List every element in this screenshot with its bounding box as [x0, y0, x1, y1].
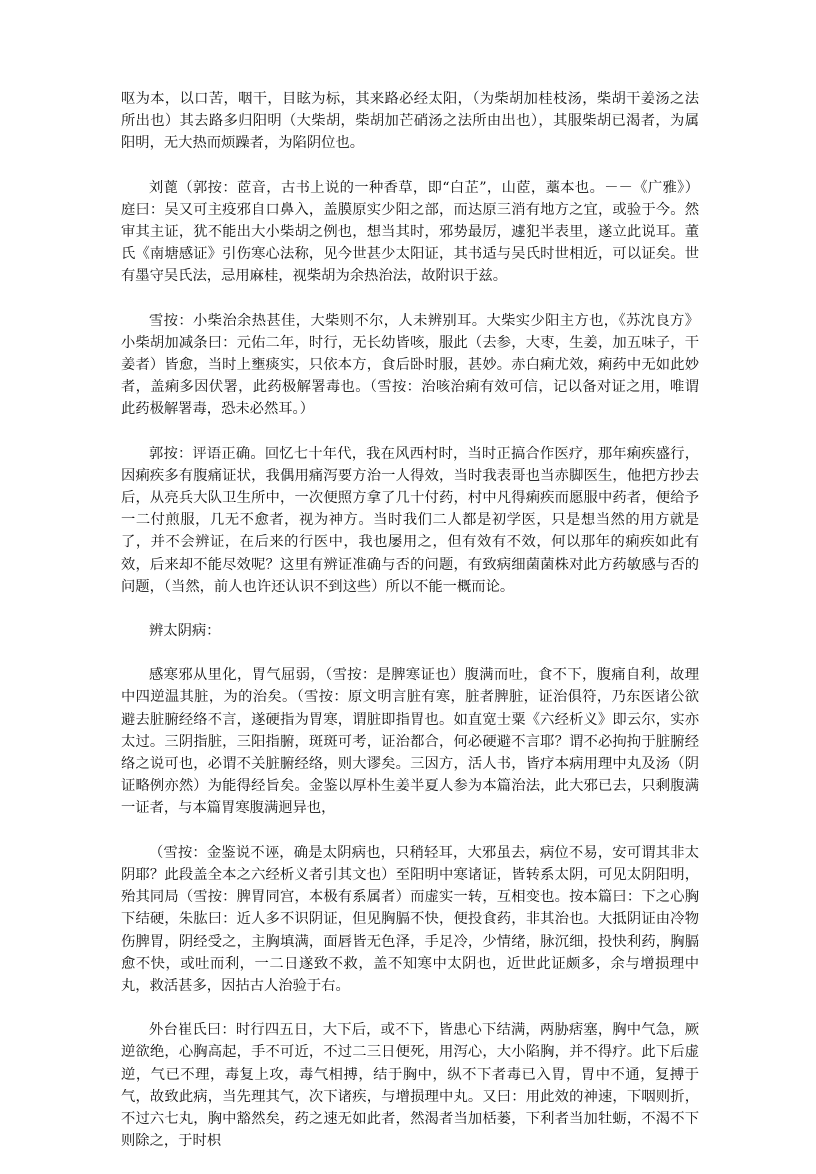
paragraph-7: 外台崔氏曰：时行四五日，大下后，或不下，皆患心下结满，两胁痞塞，胸中气急，厥逆欲绝，心胸高起，手不可近，不过二三日便死，用泻心，大小陷胸，并不得疗。此下后虚逆，气已不理，毒复上攻，毒气相搏，结于胸中，纵不下者毒已入胃，胃中不通，复搏于气，故致此病，当先理其气，次下诸疾，与增损理中丸。又曰：用此效的神速，下咽则折，不过六七丸，胸中豁然矣，药之速无如此者，然渴者当加栝蒌，下利者当加牡蛎，不渴不下则除之，于时枳 [121, 1022, 699, 1150]
paragraph-3: 雪按：小柴治余热甚佳，大柴则不尔，人未辨别耳。大柴实少阳主方也，《苏沈良方》小柴胡加减条曰：元佑二年，时行，无长幼皆咳，服此（去参，大枣，生姜，加五味子，干姜者）皆愈，当时上壅痰实，只依本方，食后卧时服，甚妙。赤白痢尤效，痢药中无如此妙者，盖痢多因伏署，此药极解署毒也。（雪按：治咳治痢有效可信，记以备对证之用，唯谓此药极解署毒，恐未必然耳。） [121, 312, 699, 418]
paragraph-4: 郭按：评语正确。回忆七十年代，我在风西村时，当时正搞合作医疗，那年痢疾盛行，因痢疾多有腹痛证状，我偶用痛泻要方治一人得效，当时我表哥也当赤脚医生，他把方抄去后，从亮兵大队卫生所中，一次便照方拿了几十付药，村中凡得痢疾而愿服中药者，便给予一二付煎服，几无不愈者，视为神方。当时我们二人都是初学医，只是想当然的用方就是了，并不会辨证，在后来的行医中，我也屡用之，但有效有不效，何以那年的痢疾如此有效，后来却不能尽效呢？这里有辨证准确与否的问题，有致病细菌菌株对此方药敏感与否的问题，（当然，前人也许还认识不到这些）所以不能一概而论。 [121, 445, 699, 595]
document-page [121, 88, 699, 1174]
paragraph-1: 呕为本，以口苦，咽干，目眩为标，其来路必经太阳，（为柴胡加桂枝汤，柴胡干姜汤之法所出也）其去路多归阳明（大柴胡，柴胡加芒硝汤之法所由出也），其服柴胡已渴者，为属阳明，无大热而烦躁者，为陷阴位也。 [121, 91, 699, 152]
section-heading: 辨太阴病： [149, 623, 221, 640]
paragraph-5: 感寒邪从里化，胃气屈弱，（雪按：是脾寒证也）腹满而吐，食不下，腹痛自利，故理中四逆温其脏，为的治矣。（雪按：原文明言脏有寒，脏者脾脏，证治俱符，乃东医诸公欲避去脏腑经络不言，遂硬指为胃寒，谓脏即指胃也。如直宽士粟《六经析义》即云尔，实亦太过。三阴指脏，三阳指腑，斑斑可考，证治都合，何必硬避不言耶？谓不必拘拘于脏腑经络之说可也，必谓不关脏腑经络，则大谬矣。三因方，活人书，皆疗本病用理中丸及汤（阴证略例亦然）为能得经旨矣。金鉴以厚朴生姜半夏人参为本篇治法，此大邪已去，只剩腹满一证者，与本篇胃寒腹满迥异也， [121, 667, 699, 817]
paragraph-6: （雪按：金鉴说不诬，确是太阴病也，只稍轻耳，大邪虽去，病位不易，安可谓其非太阴耶？此段盖全本之六经析义者引其文也）至阳明中寒诸证，皆转系太阴，可见太阴阳明，殆其同局（雪按：脾胃同宫，本极有系属者）而虚实一转，互相变也。按本篇曰：下之心胸下结硬，朱肱曰：近人多不识阴证，但见胸膈不快，便投食药，非其治也。大抵阴证由冷物伤脾胃，阴经受之，主胸填满，面唇皆无色泽，手足冷，少情绪，脉沉细，投快利药，胸膈愈不快，或吐而利，一二日遂致不救，盖不知寒中太阴也，近世此证颇多，余与增损理中丸，救活甚多，因拈古人治验于右。 [121, 844, 699, 994]
paragraph-2: 刘蓖（郭按：茝音，古书上说的一种香草，即“白芷”，山茝，藁本也。－－《广雅》）庭曰：吴又可主疫邪自口鼻入，盖膜原实少阳之部，而达原三消有地方之宜，或验于今。然审其主证，犹不能出大小柴胡之例也，想当其时，邪势最厉，遽犯半表里，遂立此说耳。董氏《南塘感证》引伤寒心法称，见今世甚少太阳证，其书适与吴氏时世相近，可以证矣。世有墨守吴氏法，忌用麻桂，视柴胡为余热治法，故附识于兹。 [121, 179, 699, 285]
